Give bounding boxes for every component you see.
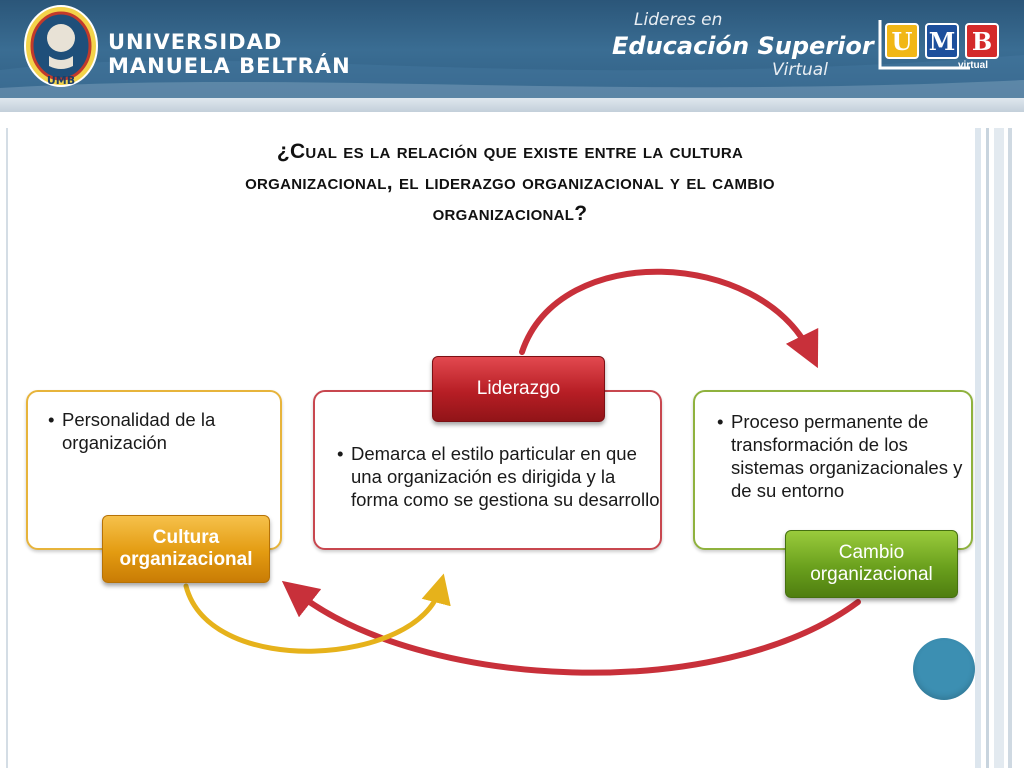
cultura-bullet: • Personalidad de la organización	[62, 408, 287, 454]
title-line3: organizacional?	[432, 202, 588, 225]
liderazgo-bullet: • Demarca el estilo particular en que una organización es dirigida y la forma como se gestiona su desarrollo	[351, 442, 661, 511]
umb-letter-m: M	[928, 27, 956, 56]
node-label-cultura: Cultura organizacional	[102, 515, 270, 583]
title-line2: organizacional, el liderazgo organizacional y el cambio	[245, 171, 775, 194]
node-label-cambio: Cambio organizacional	[785, 530, 958, 598]
tagline-line3: Virtual	[772, 60, 828, 80]
node-label-liderazgo: Liderazgo	[432, 356, 605, 422]
umb-letter-u: U	[891, 27, 913, 56]
arrow-cambio-to-cultura	[296, 592, 858, 673]
arrow-liderazgo-to-cambio	[522, 272, 810, 352]
cultura-bullets	[48, 408, 287, 454]
cambio-bullets	[717, 410, 976, 502]
umb-letter-b: B	[971, 27, 993, 56]
university-name-line2: MANUELA BELTRÁN	[108, 54, 351, 78]
node-box-cambio	[693, 390, 973, 550]
title-line1: ¿Cual es la relación que existe entre la cultura	[276, 140, 744, 163]
liderazgo-bullets	[337, 442, 661, 511]
university-name-line1: UNIVERSIDAD	[108, 30, 283, 54]
tagline-line2: Educación Superior	[612, 32, 874, 60]
arrow-cultura-to-liderazgo	[186, 586, 440, 651]
seal-text: UMB	[46, 74, 76, 87]
virtual-label: virtual	[958, 60, 989, 71]
cambio-bullet: • Proceso permanente de transformación de los sistemas organizacionales y de su entorno	[731, 410, 976, 502]
tagline-line1: Lideres en	[634, 10, 723, 30]
